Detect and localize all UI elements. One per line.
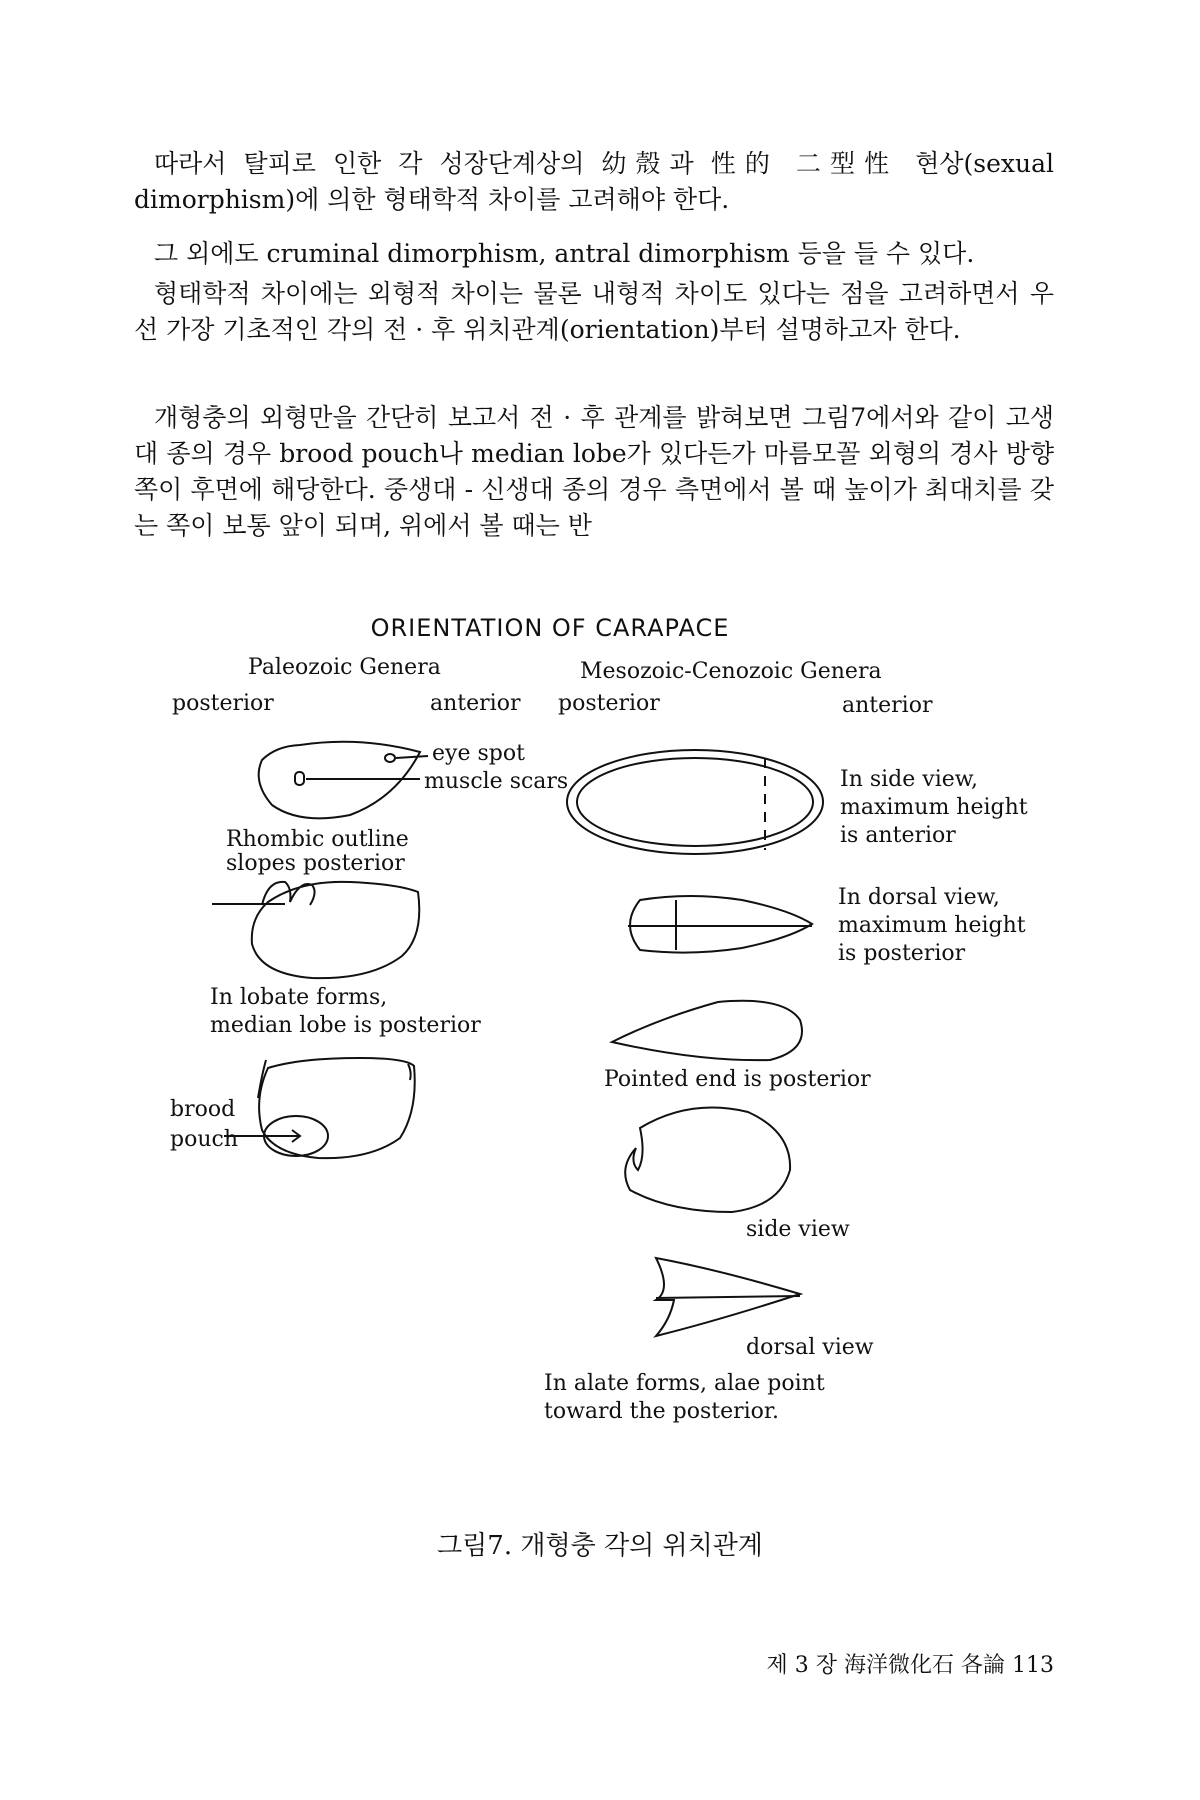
side-view-label-line3: is anterior [840, 823, 956, 848]
paragraph-1: 따라서 탈피로 인한 각 성장단계상의 幼殼과 性的 二型性 현상(sexual dimorphism)에 의한 형태학적 차이를 고려해야 한다. [134, 149, 1054, 214]
dorsal-view-label-line1: In dorsal view, [838, 885, 1000, 910]
side-view-label-line1: In side view, [840, 767, 978, 792]
mesozoic-heading: Mesozoic-Cenozoic Genera [580, 659, 882, 684]
muscle-scars-mark [295, 772, 304, 785]
rhombic-label-line2: slopes posterior [226, 851, 405, 876]
mesozoic-posterior-label: posterior [558, 691, 660, 716]
brood-label-line1: brood [170, 1097, 236, 1122]
paragraph-2: 그 외에도 cruminal dimorphism, antral dimorphism 등을 들 수 있다. [154, 239, 975, 268]
rhombic-label-line1: Rhombic outline [226, 827, 409, 852]
brood-carapace-inner-rim [258, 1060, 411, 1098]
pointed-end-label: Pointed end is posterior [604, 1067, 871, 1092]
eye-spot-leader [396, 756, 428, 758]
dorsal-view-caption: dorsal view [746, 1335, 874, 1360]
side-view-carapace-outer [567, 750, 823, 854]
lobate-label-line1: In lobate forms, [210, 985, 388, 1010]
rhombic-carapace-outline [259, 742, 420, 819]
paleozoic-posterior-label: posterior [172, 691, 274, 716]
paleozoic-anterior-label: anterior [430, 691, 521, 716]
pointed-end-carapace-outline [612, 1001, 802, 1060]
lobate-label-line2: median lobe is posterior [210, 1013, 481, 1038]
lobate-carapace-outline [252, 882, 419, 978]
alate-side-view-outline [625, 1108, 790, 1212]
figure-caption: 그림7. 개형충 각의 위치관계 [437, 1531, 763, 1561]
eye-spot-mark [385, 754, 395, 762]
figure-title: ORIENTATION OF CARAPACE [370, 614, 730, 642]
side-view-label-line2: maximum height [840, 795, 1028, 820]
paragraph-4: 개형충의 외형만을 간단히 보고서 전 · 후 관계를 밝혀보면 그림7에서와 같이 고생대 종의 경우 brood pouch나 median lobe가 있다든가 마름모꼴 외형의 경사 방향 쪽이 후면에 해당한다. 중생대 - 신생대 종의 경우 측면에서 볼 때 높이가 최대치를 갖는 쪽이 보통 앞이 되며, 위에서 볼 때는 반 [134, 403, 1054, 540]
dorsal-view-label-line3: is posterior [838, 941, 966, 966]
page-footer: 제 3 장 海洋微化石 各論 113 [766, 1653, 1054, 1678]
dorsal-view-carapace-outline [630, 896, 812, 953]
brood-label-line2: pouch [170, 1127, 238, 1152]
alate-label-line1: In alate forms, alae point [544, 1371, 825, 1396]
mesozoic-anterior-label: anterior [842, 693, 933, 718]
side-view-carapace-inner [577, 758, 813, 846]
paleozoic-heading: Paleozoic Genera [248, 655, 441, 680]
alate-label-line2: toward the posterior. [544, 1399, 780, 1424]
paragraph-3: 형태학적 차이에는 외형적 차이는 물론 내형적 차이도 있다는 점을 고려하면서 우선 가장 기초적인 각의 전 · 후 위치관계(orientation)부터 설명하고자 한다. [134, 279, 1054, 344]
brood-carapace-outline [259, 1058, 415, 1158]
muscle-scars-label: muscle scars [424, 769, 569, 794]
dorsal-view-label-line2: maximum height [838, 913, 1026, 938]
alate-dorsal-view-midline [656, 1296, 800, 1298]
eye-spot-label: eye spot [432, 741, 525, 766]
side-view-caption: side view [746, 1217, 850, 1242]
